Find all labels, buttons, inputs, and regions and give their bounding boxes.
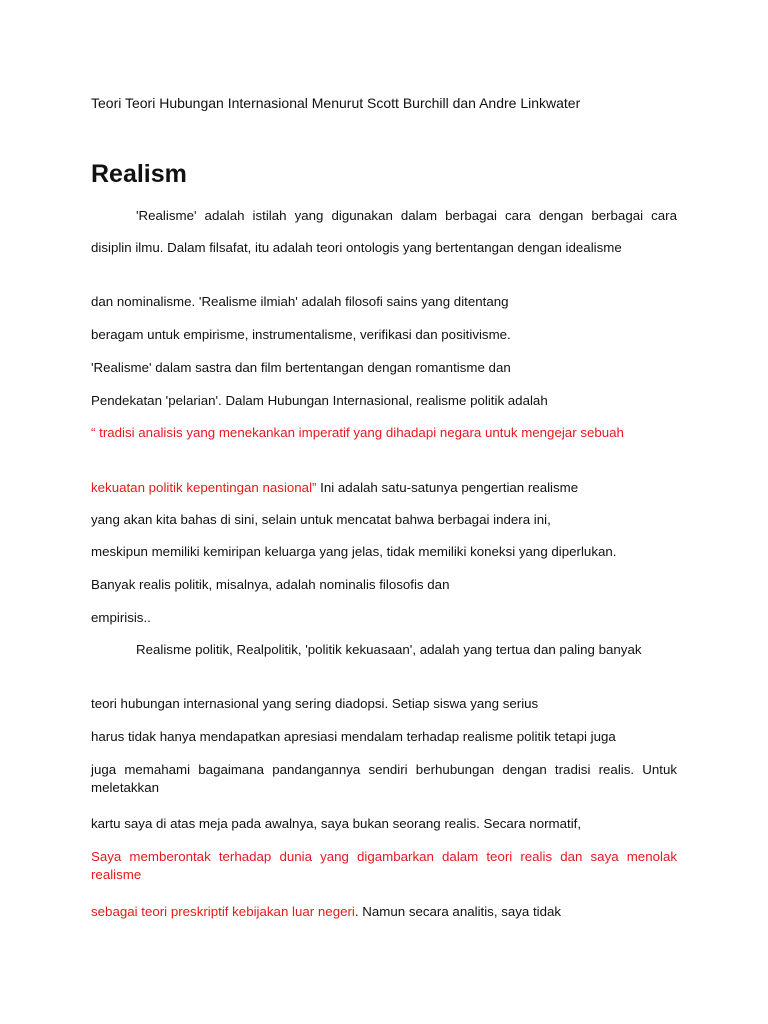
paragraph-text: Ini adalah satu-satunya pengertian realisme [316, 480, 579, 495]
paragraph-line: disiplin ilmu. Dalam filsafat, itu adalah teori ontologis yang bertentangan dengan idealisme [91, 240, 622, 255]
paragraph-line: Banyak realis politik, misalnya, adalah nominalis filosofis dan [91, 577, 450, 592]
paragraph-line: dan nominalisme. 'Realisme ilmiah' adalah filosofi sains yang ditentang [91, 294, 509, 309]
paragraph-line: meskipun memiliki kemiripan keluarga yang jelas, tidak memiliki koneksi yang diperlukan. [91, 544, 617, 559]
paragraph-line [91, 479, 677, 497]
paragraph-line: Pendekatan 'pelarian'. Dalam Hubungan Internasional, realisme politik adalah [91, 393, 548, 408]
paragraph-line: kartu saya di atas meja pada awalnya, saya bukan seorang realis. Secara normatif, [91, 816, 582, 831]
paragraph-line: juga memahami bagaimana pandangannya sendiri berhubungan dengan tradisi realis. Untuk meletakkan [91, 762, 677, 795]
paragraph-text: . Namun secara analitis, saya tidak [354, 904, 562, 919]
paragraph-line: beragam untuk empirisme, instrumentalisme, verifikasi dan positivisme. [91, 327, 511, 342]
document-page [91, 0, 677, 1024]
highlighted-quote-text: kekuatan politik kepentingan nasional” [91, 480, 317, 495]
document-title: Teori Teori Hubungan Internasional Menurut Scott Burchill dan Andre Linkwater [91, 95, 581, 111]
paragraph-line [91, 903, 677, 921]
paragraph-line: yang akan kita bahas di sini, selain untuk mencatat bahwa berbagai indera ini, [91, 512, 551, 527]
highlighted-quote-text: sebagai teori preskriptif kebijakan luar negeri [91, 904, 355, 919]
section-heading: Realism [91, 160, 187, 188]
paragraph-line: Realisme politik, Realpolitik, 'politik kekuasaan', adalah yang tertua dan paling banyak [136, 642, 642, 657]
paragraph-line: teori hubungan internasional yang sering diadopsi. Setiap siswa yang serius [91, 696, 539, 711]
paragraph-line: empirisis.. [91, 610, 151, 625]
highlighted-quote-line: “ tradisi analisis yang menekankan imperatif yang dihadapi negara untuk mengejar sebuah [91, 425, 624, 440]
highlighted-quote-line: Saya memberontak terhadap dunia yang digambarkan dalam teori realis dan saya menolak realisme [91, 849, 677, 882]
paragraph-line: 'Realisme' dalam sastra dan film bertentangan dengan romantisme dan [91, 360, 511, 375]
paragraph-line: harus tidak hanya mendapatkan apresiasi mendalam terhadap realisme politik tetapi juga [91, 729, 616, 744]
paragraph-line: 'Realisme' adalah istilah yang digunakan dalam berbagai cara dengan berbagai cara [136, 208, 677, 223]
